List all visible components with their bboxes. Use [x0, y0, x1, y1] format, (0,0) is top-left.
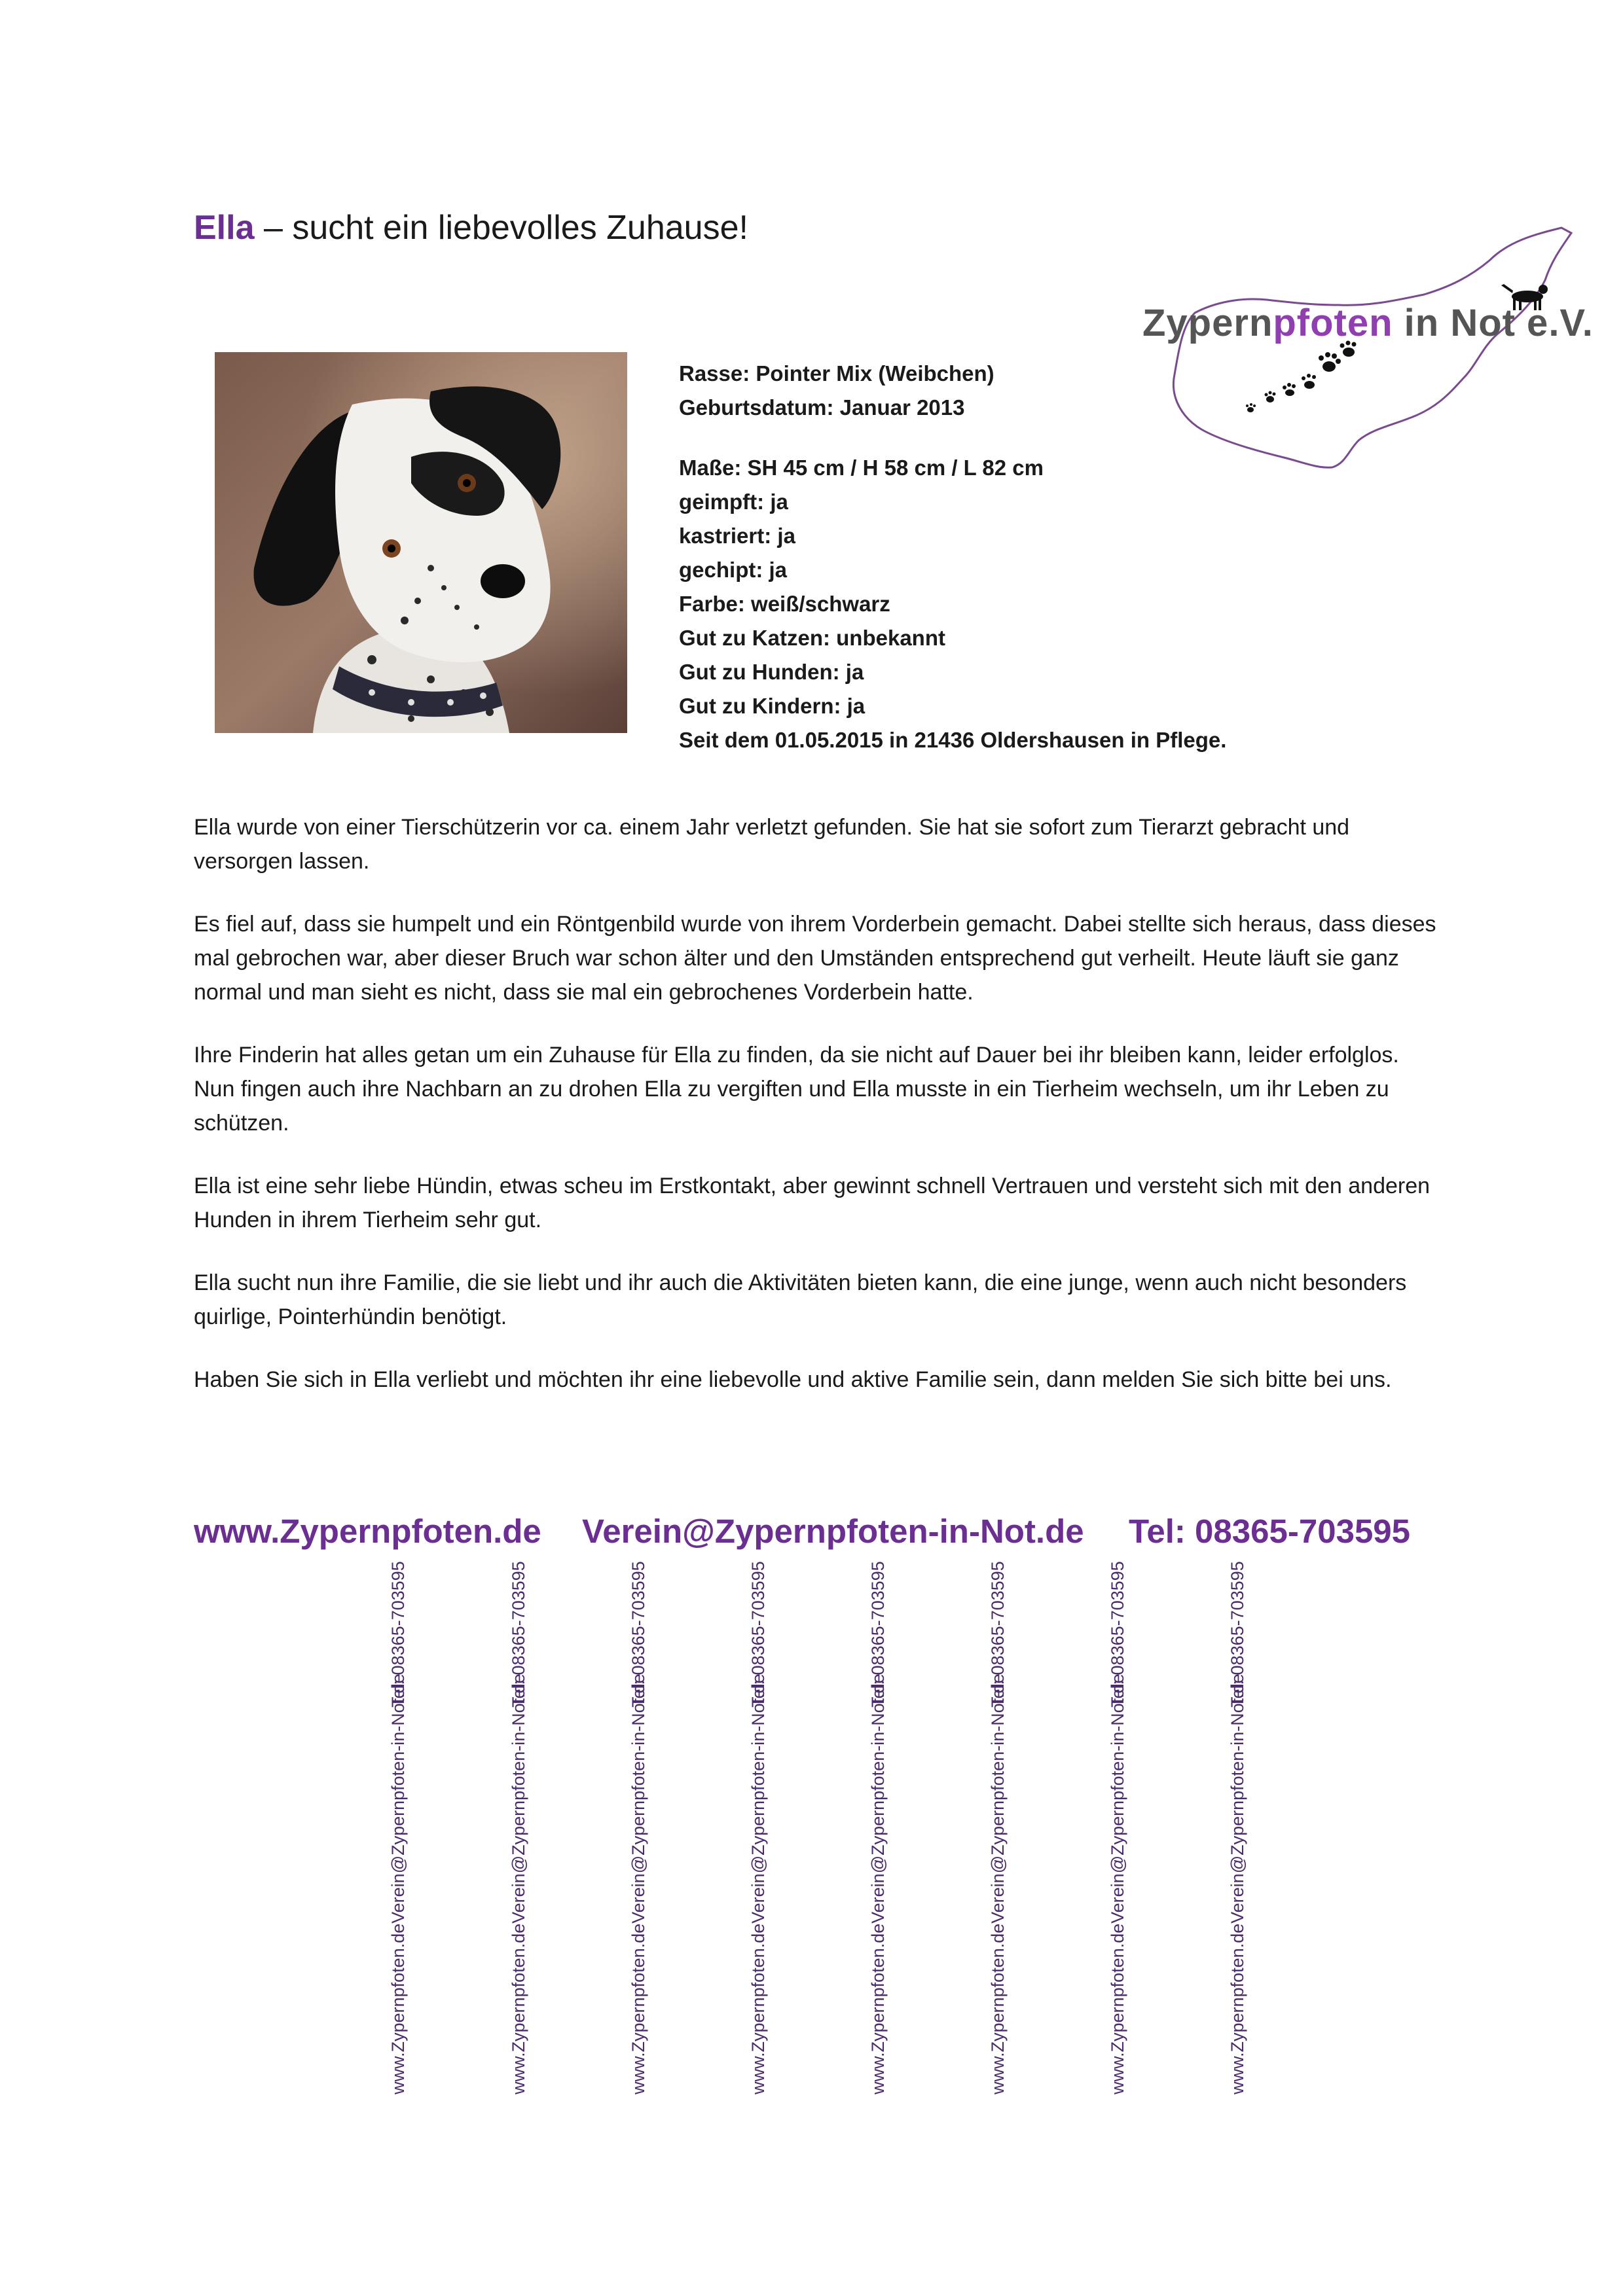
- phone-number: Tel: 08365-703595: [1129, 1513, 1411, 1550]
- strip-email: Verein@Zypernpfoten-in-Not.de: [987, 1674, 1008, 1924]
- fact-cats: Gut zu Katzen: unbekannt: [679, 626, 945, 650]
- paragraph: Ella sucht nun ihre Familie, die sie liebt und ihr auch die Aktivitäten bieten kann, die eine junge, wenn auch nicht besonders quirlige, Pointerhündin benötigt.: [194, 1270, 1407, 1329]
- strip-phone: Tel: 08365-703595: [987, 1561, 1008, 1708]
- paragraph: Ella ist eine sehr liebe Hündin, etwas scheu im Erstkontakt, aber gewinnt schnell Vertrauen und versteht sich mit den anderen Hunden in ihrem Tierheim sehr gut.: [194, 1174, 1431, 1232]
- strip-website: www.Zypernpfoten.de: [748, 1923, 768, 2094]
- paragraph: Ella wurde von einer Tierschützerin vor ca. einem Jahr verletzt gefunden. Sie hat sie sofort zum Tierarzt gebracht und versorgen lassen.: [194, 815, 1350, 874]
- title-tagline: – sucht ein liebevolles Zuhause!: [254, 209, 748, 247]
- strip-website: www.Zypernpfoten.de: [628, 1923, 648, 2094]
- strip-email: Verein@Zypernpfoten-in-Not.de: [388, 1674, 408, 1924]
- fact-chipped: gechipt: ja: [679, 558, 788, 582]
- fact-color: Farbe: weiß/schwarz: [679, 592, 890, 616]
- email-link[interactable]: Verein@Zypernpfoten-in-Not.de: [582, 1513, 1084, 1550]
- fact-foster: Seit dem 01.05.2015 in 21436 Oldershausen in Pflege.: [679, 728, 1227, 752]
- tear-strip[interactable]: [1206, 1561, 1247, 2094]
- website-link[interactable]: www.Zypernpfoten.de: [194, 1513, 541, 1550]
- tear-strip[interactable]: [727, 1561, 768, 2094]
- strip-email: Verein@Zypernpfoten-in-Not.de: [1107, 1674, 1127, 1924]
- strip-phone: Tel: 08365-703595: [867, 1561, 888, 1708]
- strip-email: Verein@Zypernpfoten-in-Not.de: [1227, 1674, 1247, 1924]
- paragraph: Es fiel auf, dass sie humpelt und ein Röntgenbild wurde von ihrem Vorderbein gemacht. Dabei stellte sich heraus, dass dieses mal gebrochen war, aber dieser Bruch war schon älter und den Umständen entsprechend gut verheilt. Heute läuft sie ganz normal und man sieht es nicht, dass sie mal ein gebrochenes Vorderbein hatte.: [194, 912, 1436, 1005]
- contact-footer: [194, 1512, 1438, 1554]
- tear-strip[interactable]: [1086, 1561, 1127, 2094]
- strip-website: www.Zypernpfoten.de: [987, 1923, 1008, 2094]
- tear-strip[interactable]: [367, 1561, 408, 2094]
- strip-email: Verein@Zypernpfoten-in-Not.de: [628, 1674, 648, 1924]
- fact-measurements: Maße: SH 45 cm / H 58 cm / L 82 cm: [679, 456, 1044, 480]
- tear-strip[interactable]: [966, 1561, 1008, 2094]
- dog-facts: [679, 357, 1334, 757]
- description: [194, 810, 1444, 1426]
- strip-phone: Tel: 08365-703595: [748, 1561, 768, 1708]
- strip-website: www.Zypernpfoten.de: [508, 1923, 528, 2094]
- fact-dogs: Gut zu Hunden: ja: [679, 660, 864, 684]
- strip-website: www.Zypernpfoten.de: [1227, 1923, 1247, 2094]
- paragraph: Ihre Finderin hat alles getan um ein Zuhause für Ella zu finden, da sie nicht auf Dauer bei ihr bleiben kann, leider erfolglos. Nun fingen auch ihre Nachbarn an zu drohen Ella zu vergiften und Ella musste in ein Tierheim wechseln, um ihr Leben zu schützen.: [194, 1043, 1399, 1136]
- tear-strip[interactable]: [607, 1561, 648, 2094]
- dog-photo: [215, 352, 627, 733]
- fact-neutered: kastriert: ja: [679, 524, 795, 548]
- fact-breed: Rasse: Pointer Mix (Weibchen): [679, 361, 994, 386]
- strip-email: Verein@Zypernpfoten-in-Not.de: [748, 1674, 768, 1924]
- strip-website: www.Zypernpfoten.de: [1107, 1923, 1127, 2094]
- strip-website: www.Zypernpfoten.de: [867, 1923, 888, 2094]
- strip-phone: Tel: 08365-703595: [1107, 1561, 1127, 1708]
- tear-strip[interactable]: [487, 1561, 528, 2094]
- logo-wordmark: Zypernpfoten in Not e.V.: [1142, 302, 1594, 344]
- strip-phone: Tel: 08365-703595: [628, 1561, 648, 1708]
- tear-strip[interactable]: [847, 1561, 888, 2094]
- fact-children: Gut zu Kindern: ja: [679, 694, 866, 718]
- strip-email: Verein@Zypernpfoten-in-Not.de: [867, 1674, 888, 1924]
- strip-phone: Tel: 08365-703595: [1227, 1561, 1247, 1708]
- strip-phone: Tel: 08365-703595: [508, 1561, 528, 1708]
- page-title: [194, 208, 748, 247]
- paragraph: Haben Sie sich in Ella verliebt und möchten ihr eine liebevolle und aktive Familie sein, dann melden Sie sich bitte bei uns.: [194, 1367, 1392, 1392]
- strip-email: Verein@Zypernpfoten-in-Not.de: [508, 1674, 528, 1924]
- tear-off-strips: [0, 1561, 1623, 2094]
- dog-name: Ella: [194, 209, 255, 247]
- fact-birthdate: Geburtsdatum: Januar 2013: [679, 395, 965, 420]
- strip-phone: Tel: 08365-703595: [388, 1561, 408, 1708]
- fact-vaccinated: geimpft: ja: [679, 490, 788, 514]
- strip-website: www.Zypernpfoten.de: [388, 1923, 408, 2094]
